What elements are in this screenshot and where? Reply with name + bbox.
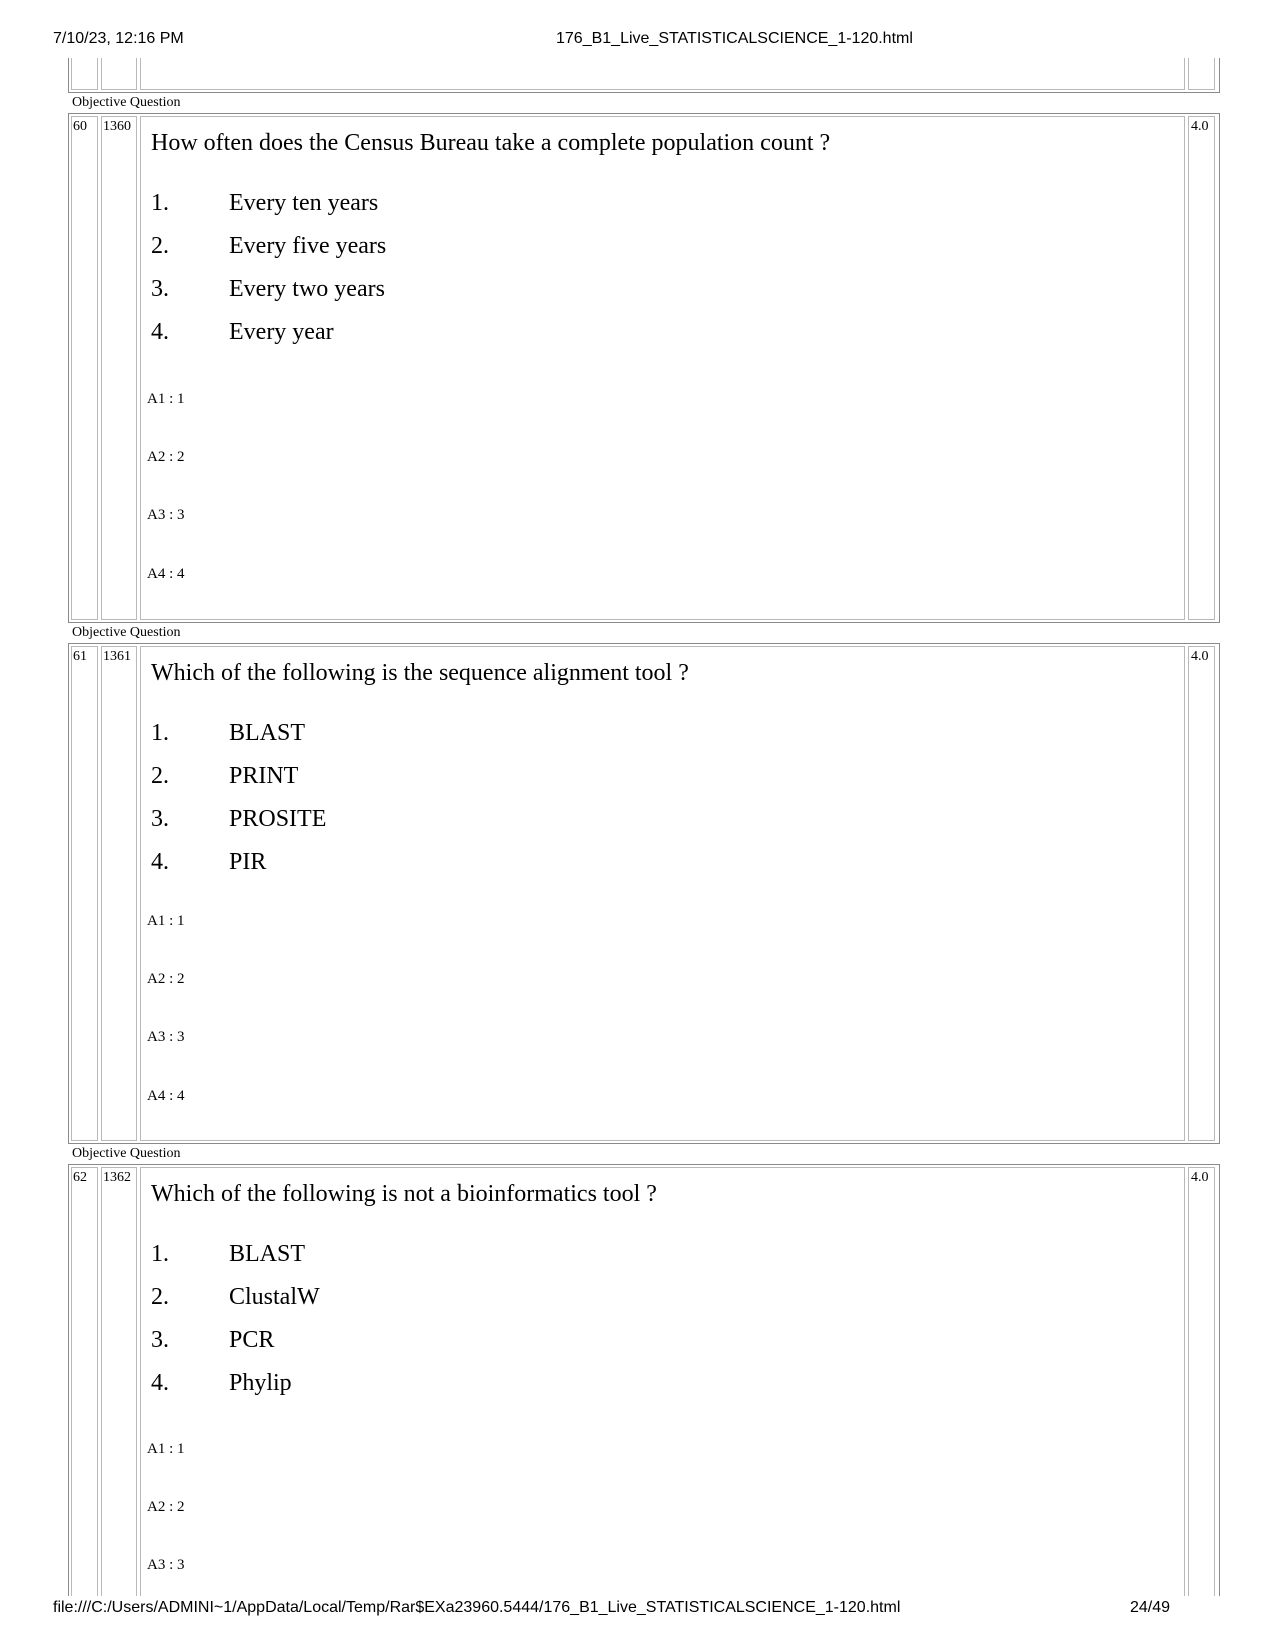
option-text: ClustalW	[229, 1284, 320, 1310]
question-id: 1361	[103, 649, 131, 664]
option-number: 2.	[151, 1284, 169, 1310]
answer-key: A3 : 3	[147, 1029, 185, 1045]
option-text: PIR	[229, 849, 267, 875]
print-doc-title: 176_B1_Live_STATISTICALSCIENCE_1-120.html	[556, 30, 913, 47]
question-serial: 61	[73, 649, 87, 664]
option-text: Every ten years	[229, 190, 379, 216]
question-id: 1360	[103, 119, 131, 134]
question-serial: 60	[73, 119, 87, 134]
question-marks: 4.0	[1191, 649, 1209, 664]
print-file-path: file:///C:/Users/ADMINI~1/AppData/Local/Temp/Rar$EXa23960.5444/176_B1_Live_STATISTICALSCIENCE_1-120.html	[53, 1599, 901, 1616]
option-number: 3.	[151, 276, 169, 302]
question-type-label: Objective Question	[72, 95, 181, 110]
option-number: 4.	[151, 849, 169, 875]
option-number: 2.	[151, 763, 169, 789]
answer-key: A2 : 2	[147, 971, 185, 987]
answer-key: A3 : 3	[147, 507, 185, 523]
answer-key: A4 : 4	[147, 566, 185, 582]
question-type-label: Objective Question	[72, 625, 181, 640]
answer-key: A4 : 4	[147, 1088, 185, 1104]
option-text: PCR	[229, 1327, 275, 1353]
answer-key: A1 : 1	[147, 391, 185, 407]
option-text: PRINT	[229, 763, 299, 789]
option-number: 4.	[151, 1370, 169, 1396]
option-number: 1.	[151, 190, 169, 216]
option-number: 1.	[151, 720, 169, 746]
answer-key: A1 : 1	[147, 1441, 185, 1457]
question-marks: 4.0	[1191, 119, 1209, 134]
question-text: Which of the following is not a bioinformatics tool ?	[151, 1181, 657, 1207]
question-marks: 4.0	[1191, 1170, 1209, 1185]
answer-key: A1 : 1	[147, 913, 185, 929]
option-text: Every five years	[229, 233, 387, 259]
question-type-label: Objective Question	[72, 1146, 181, 1161]
print-header	[0, 30, 1275, 52]
option-text: BLAST	[229, 720, 306, 746]
question-text: How often does the Census Bureau take a complete population count ?	[151, 130, 831, 156]
option-number: 3.	[151, 806, 169, 832]
answer-key: A3 : 3	[147, 1557, 185, 1573]
question-text: Which of the following is the sequence alignment tool ?	[151, 660, 689, 686]
question-serial: 62	[73, 1170, 87, 1185]
option-text: BLAST	[229, 1241, 306, 1267]
option-number: 3.	[151, 1327, 169, 1353]
option-text: PROSITE	[229, 806, 327, 832]
question-id: 1362	[103, 1170, 131, 1185]
option-text: Every two years	[229, 276, 385, 302]
option-number: 4.	[151, 319, 169, 345]
option-text: Every year	[229, 319, 334, 345]
print-datetime: 7/10/23, 12:16 PM	[53, 30, 184, 47]
print-footer	[0, 1599, 1275, 1621]
option-number: 2.	[151, 233, 169, 259]
answer-key: A2 : 2	[147, 1499, 185, 1515]
answer-key: A2 : 2	[147, 449, 185, 465]
option-text: Phylip	[229, 1370, 292, 1396]
print-page-number: 24/49	[1129, 1599, 1170, 1616]
option-number: 1.	[151, 1241, 169, 1267]
